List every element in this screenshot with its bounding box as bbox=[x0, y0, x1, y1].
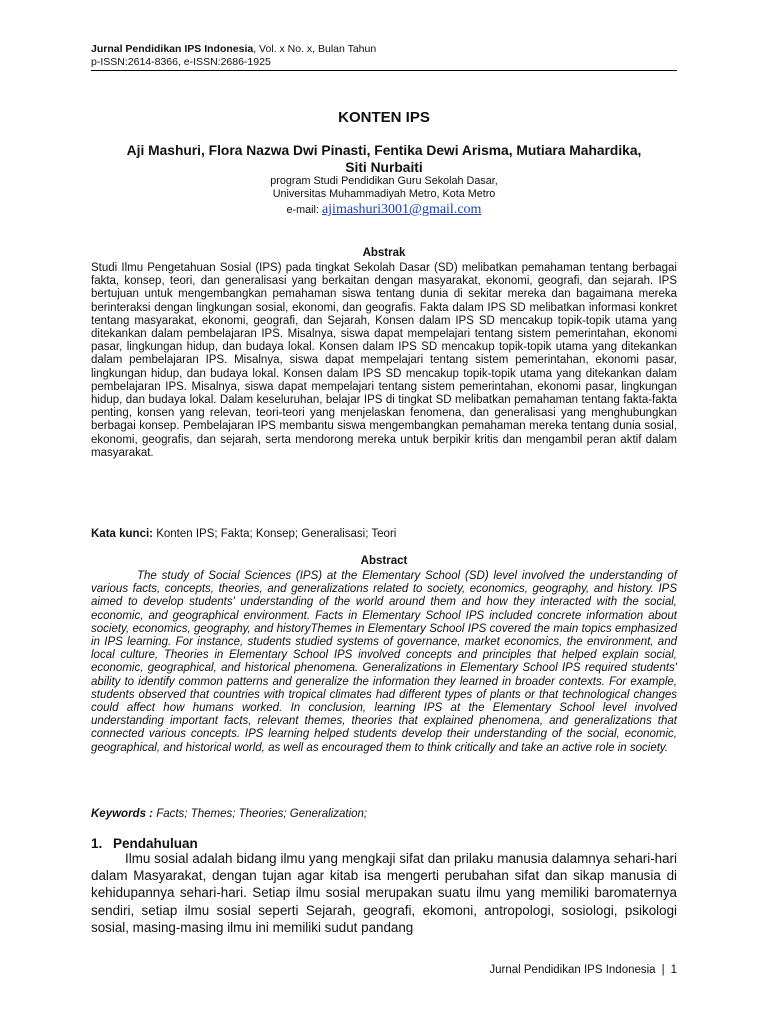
affiliation bbox=[91, 175, 677, 200]
abstract-text bbox=[91, 570, 677, 755]
keywords-value: Facts; Themes; Theories; Generalization; bbox=[153, 808, 368, 820]
section-title: Pendahuluan bbox=[113, 836, 198, 851]
email-link[interactable]: ajimashuri3001@gmail.com bbox=[321, 202, 482, 217]
email-line bbox=[91, 202, 677, 218]
abstract-body: The study of Social Sciences (IPS) at the Elementary School (SD) level involved the understanding of various facts, concepts, theories, and generalizations related to society, economics, geography, and history. IPS aimed to develop students' understanding of the world around them and how they interacted with the social, economic, and geographical environment. Facts in Elementary School IPS included concrete information about society, economics, geography, and historyThemes in Elementary School IPS covered the main topics emphasized in IPS learning. For instance, students studied systems of governance, market economics, the environment, and local culture, Theories in Elementary School IPS involved concepts and principles that helped explain social, economic, geographical, and historical phenomena. Generalizations in Elementary School IPS required students' ability to identify common patterns and generalize the information they learned in broader contexts. For example, students observed that countries with tropical climates had different types of plants or that technological changes could affect how humans worked. In conclusion, learning IPS at the Elementary School level involved understanding important facts, relevant themes, theories that explained phenomena, and generalizations that connected various concepts. IPS learning helped students develop their understanding of the social, economic, geographical, and historical world, as well as encouraged them to think critically and take an active role in society. bbox=[91, 570, 677, 754]
intro-text: Ilmu sosial adalah bidang ilmu yang mengkaji sifat dan prilaku manusia dalamnya sehari-hari dalam Masyarakat, dengan tujan agar kitab isa mengerti perubahan sifat dan sikap manusia di kehidupannya sehari-hari. Setiap ilmu sosial merupakan suatu ilmu yang memiliki baromaternya sendiri, setiap ilmu sosial seperti Sejarah, geografi, ekomoni, antropologi, sosiologi, psikologi sosial, masing-masing ilmu ini memiliki sudut pandang bbox=[91, 851, 677, 935]
journal-line bbox=[91, 43, 677, 56]
footer-separator: | bbox=[661, 964, 665, 976]
affiliation-line-2: Universitas Muhammadiyah Metro, Kota Metro bbox=[272, 187, 496, 200]
section-heading bbox=[91, 836, 198, 851]
page-footer bbox=[489, 964, 677, 976]
kata-kunci bbox=[91, 528, 677, 540]
authors-line-1: Aji Mashuri, Flora Nazwa Dwi Pinasti, Fentika Dewi Arisma, Mutiara Mahardika, bbox=[126, 143, 642, 158]
issn-line: p-ISSN:2614-8366, e-ISSN:2686-1925 bbox=[91, 56, 271, 68]
kata-kunci-label: Kata kunci: bbox=[91, 528, 153, 540]
keywords bbox=[91, 808, 677, 820]
header-divider bbox=[91, 70, 677, 71]
abstract-heading: Abstract bbox=[360, 555, 408, 567]
authors bbox=[91, 142, 677, 176]
email-label: e-mail: bbox=[286, 204, 319, 216]
keywords-label: Keywords : bbox=[91, 808, 153, 820]
section-number: 1. bbox=[91, 836, 103, 851]
page-number: 1 bbox=[670, 964, 677, 976]
abstrak-heading: Abstrak bbox=[362, 247, 406, 259]
footer-journal: Jurnal Pendidikan IPS Indonesia bbox=[489, 964, 656, 976]
running-header bbox=[91, 43, 677, 69]
affiliation-line-1: program Studi Pendidikan Guru Sekolah Dasar, bbox=[270, 175, 498, 187]
kata-kunci-value: Konten IPS; Fakta; Konsep; Generalisasi; Teori bbox=[153, 528, 397, 540]
intro-paragraph bbox=[91, 850, 677, 936]
authors-line-2: Siti Nurbaiti bbox=[345, 160, 423, 175]
paper-title: KONTEN IPS bbox=[338, 109, 430, 126]
journal-volume: , Vol. x No. x, Bulan Tahun bbox=[253, 43, 377, 55]
abstrak-text: Studi Ilmu Pengetahuan Sosial (IPS) pada tingkat Sekolah Dasar (SD) melibatkan pemahaman tentang berbagai fakta, konsep, teori, dan generalisasi yang berkaitan dengan masyarakat, ekonomi, geografi, dan sejarah. IPS bertujuan untuk mengembangkan pemahaman siswa tentang dunia di sekitar mereka dan bagaimana mereka berinteraksi dengan lingkungan sosial, ekonomi, dan geografis. Fakta dalam IPS SD melibatkan informasi konkret tentang masyarakat, ekonomi, geografi, dan Sejarah, Konsen dalam IPS SD mencakup topik-topik utama yang ditekankan dalam pembelajaran IPS. Misalnya, siswa dapat mempelajari tentang sistem pemerintahan, ekonomi pasar, lingkungan hidup, dan budaya lokal. Konsen dalam IPS SD mencakup topik-topik utama yang ditekankan dalam pembelajaran IPS. Misalnya, siswa dapat mempelajari tentang sistem pemerintahan, ekonomi pasar, lingkungan hidup, dan budaya lokal. Konsen dalam IPS SD mencakup topik-topik utama yang ditekankan dalam pembelajaran IPS. Misalnya, siswa dapat mempelajari tentang sistem pemerintahan, ekonomi pasar, lingkungan hidup, dan budaya lokal. Dalam keseluruhan, belajar IPS di tingkat SD melibatkan pemahaman tentang fakta-fakta penting, konsen yang relevan, teori-teori yang menjelaskan fenomena, dan generalisasi yang menghubungkan berbagai konsep. Pembelajaran IPS membantu siswa mengembangkan pemahaman mereka tentang dunia sosial, ekonomi, geografis, dan sejarah, serta mendorong mereka untuk berpikir kritis dan mengambil peran aktif dalam masyarakat. bbox=[91, 262, 677, 459]
journal-name: Jurnal Pendidikan IPS Indonesia bbox=[91, 43, 254, 55]
